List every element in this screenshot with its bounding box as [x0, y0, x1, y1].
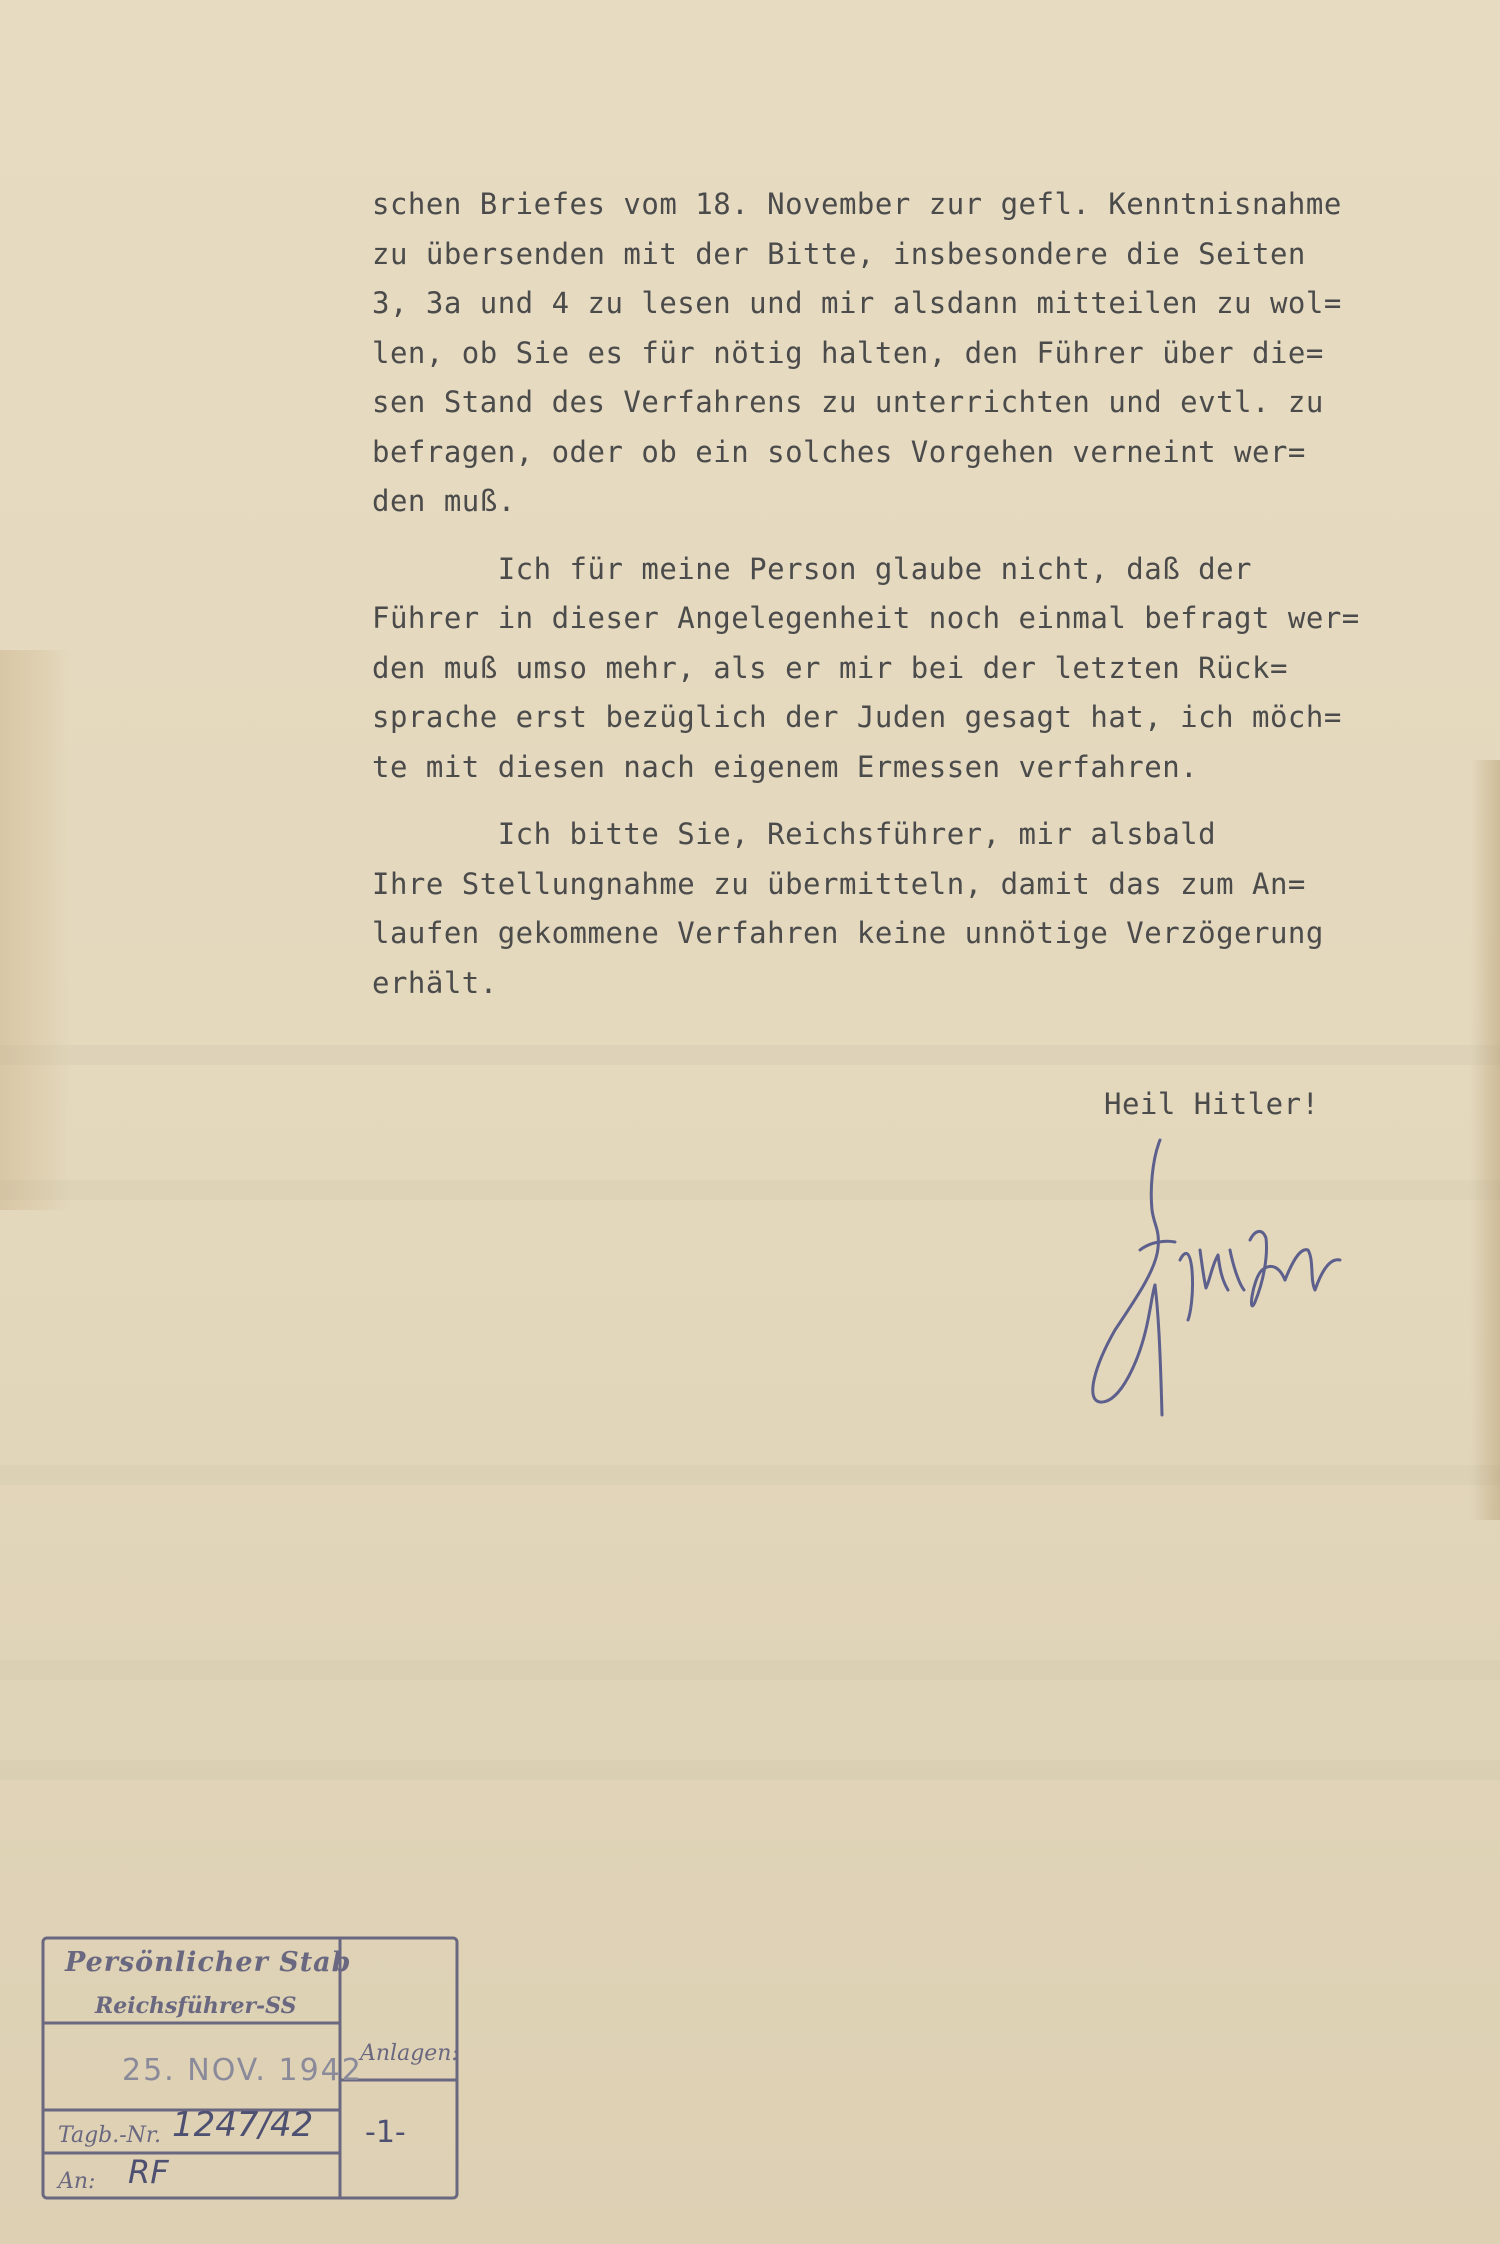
text-line: schen Briefes vom 18. November zur gefl. Kenntnisnahme [372, 187, 1342, 221]
text-line: Ihre Stellungnahme zu übermitteln, damit das zum An= [372, 866, 1306, 901]
text-line: den muß umso mehr, als er mir bei der letzten Rück= [372, 650, 1288, 685]
stamp-anlagen-label: Anlagen: [360, 2041, 459, 2066]
text-line: laufen gekommene Verfahren keine unnötige Verzögerung [372, 916, 1324, 950]
text-line: zu übersenden mit der Bitte, insbesondere die Seiten [372, 236, 1306, 271]
text-line: befragen, oder ob ein solches Vorgehen verneint wer= [372, 434, 1306, 469]
handwritten-signature-icon [1040, 1130, 1440, 1430]
stamp-anlagen-value: -1- [365, 2115, 406, 2150]
paper-stain-left [0, 650, 70, 1210]
paragraph-3 [372, 810, 1472, 1008]
text-line: sprache erst bezüglich der Juden gesagt hat, ich möch= [372, 700, 1342, 734]
stamp-tagb-label: Tagb.-Nr. [58, 2123, 162, 2148]
paragraph-1 [372, 180, 1472, 527]
text-line: te mit diesen nach eigenem Ermessen verfahren. [372, 749, 1199, 784]
bleed-through-line [0, 1760, 1500, 1780]
archive-stamp [40, 1935, 460, 2201]
text-line: len, ob Sie es für nötig halten, den Führer über die= [372, 335, 1324, 370]
text-line: den muß. [372, 484, 516, 518]
stamp-title: Persönlicher Stab [65, 1947, 352, 1978]
text-line: sen Stand des Verfahrens zu unterrichten und evtl. zu [372, 385, 1324, 419]
paragraph-2 [372, 545, 1472, 793]
stamp-an-value: RF [128, 2153, 169, 2191]
text-line: Führer in dieser Angelegenheit noch einmal befragt wer= [372, 601, 1360, 635]
stamp-subtitle: Reichsführer-SS [95, 1993, 297, 2019]
closing-salutation: Heil Hitler! [1104, 1087, 1320, 1121]
bleed-through-line [0, 1660, 1500, 1680]
bleed-through-line [0, 1465, 1500, 1485]
paper-stain-right [1470, 760, 1500, 1520]
text-line: Ich für meine Person glaube nicht, daß der [372, 551, 1253, 586]
bleed-through-line [0, 1045, 1500, 1065]
stamp-an-label: An: [58, 2169, 96, 2194]
text-line: 3, 3a und 4 zu lesen und mir alsdann mitteilen zu wol= [372, 286, 1342, 320]
letter-body [372, 180, 1472, 1008]
text-line: erhält. [372, 965, 498, 1000]
stamp-tagb-value: 1247/42 [172, 2105, 314, 2145]
stamp-date: 25. NOV. 1942 [122, 2053, 363, 2088]
text-line: Ich bitte Sie, Reichsführer, mir alsbald [372, 817, 1217, 851]
